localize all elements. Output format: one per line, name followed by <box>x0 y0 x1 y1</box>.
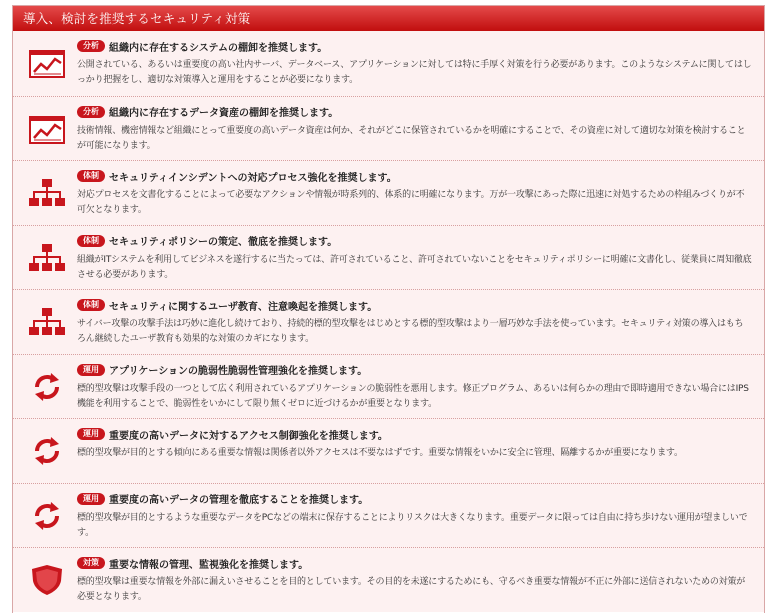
category-badge: 体制 <box>77 235 105 247</box>
measure-description: 標的型攻撃が目的とする傾向にある重要な情報は関係者以外アクセスは不要なはずです。重要な情報をいかに安全に管理、隔離するかが重要になります。 <box>77 448 683 458</box>
measure-title-row <box>77 556 752 570</box>
measure-item <box>13 354 764 419</box>
measure-title: 重要な情報の管理、監視強化を推奨します。 <box>109 559 309 571</box>
measure-title-row <box>77 39 752 53</box>
refresh-icon <box>29 500 65 532</box>
measure-description: 標的型攻撃は攻撃手段の一つとして広く利用されているアプリケーションの脆弱性を悪用します。修正プログラム、あるいは何らかの理由で即時適用できない場合にはIPS機能を利用することで、脆弱性をいかにして限り無くゼロに近づけるかが重要となります。 <box>77 383 749 409</box>
measure-item <box>13 418 764 483</box>
measure-content <box>77 298 752 347</box>
measure-content <box>77 427 752 461</box>
measure-description: 標的型攻撃は重要な情報を外部に漏えいさせることを目的としています。その目的を未遂にするためにも、守るべき重要な情報が不正に外部に送信されないための対策が必要となります。 <box>77 577 746 602</box>
measure-title: 重要度の高いデータの管理を徹底することを推奨します。 <box>109 495 369 506</box>
measure-item <box>13 160 764 225</box>
measure-item <box>13 547 764 612</box>
measure-content <box>77 105 752 154</box>
measure-title-row <box>77 169 752 183</box>
measure-description: サイバー攻撃の攻撃手法は巧妙に進化し続けており、持続的標的型攻撃をはじめとする標的型攻撃はより一層巧妙な手法を使っています。セキュリティ対策の導入はもちろん継続したユーザ教育も効果的な対策のカギになります。 <box>77 319 744 344</box>
category-badge: 分析 <box>77 40 105 52</box>
chart-icon <box>29 113 65 145</box>
measure-content <box>77 556 752 605</box>
measure-description: 技術情報、機密情報など組織にとって重要度の高いデータ資産は何か、それがどこに保管されているかを明確にすることで、その資産に対して適切な対策を検討することが可能になります。 <box>77 125 746 151</box>
measure-content <box>77 234 752 283</box>
panel-title: 導入、検討を推奨するセキュリティ対策 <box>23 11 251 26</box>
measure-title-row <box>77 492 752 506</box>
measure-content <box>77 492 752 541</box>
measure-content <box>77 169 752 218</box>
refresh-icon <box>29 435 65 467</box>
shield-icon <box>29 564 65 596</box>
measures-list <box>13 31 764 612</box>
measure-title: 組織内に存在するシステムの棚卸を推奨します。 <box>109 42 328 54</box>
measure-title-row <box>77 298 752 312</box>
category-badge: 体制 <box>77 170 105 182</box>
measure-title: アプリケーションの脆弱性脆弱性管理強化を推奨します。 <box>109 366 368 377</box>
security-measures-panel <box>12 5 765 613</box>
category-badge: 対策 <box>77 557 105 569</box>
measure-content <box>77 363 752 412</box>
measure-item <box>13 483 764 548</box>
refresh-icon <box>29 371 65 403</box>
measure-description: 公開されている、あるいは重要度の高い社内サーバ、データベース、アプリケーションに対しては特に手厚く対策を行う必要があります。このようなシステムに関してはしっかり把握をし、適切な対策導入と運用をすることが必要になります。 <box>77 60 752 85</box>
category-badge: 体制 <box>77 299 105 311</box>
measure-description: 組織がITシステムを利用してビジネスを遂行するに当たっては、許可されていること、許可されていないことをセキュリティポリシーに明確に文書化し、従業員に周知徹底させる必要があります。 <box>77 254 752 280</box>
measure-item <box>13 31 764 96</box>
org-chart-icon <box>29 242 65 274</box>
category-badge: 分析 <box>77 106 105 118</box>
measure-content <box>77 39 752 88</box>
measure-title-row <box>77 105 752 119</box>
measure-item <box>13 225 764 290</box>
measure-title: セキュリティインシデントへの対応プロセス強化を推奨します。 <box>109 172 397 184</box>
panel-header <box>13 6 764 31</box>
category-badge: 運用 <box>77 493 105 505</box>
measure-item <box>13 289 764 354</box>
category-badge: 運用 <box>77 428 105 440</box>
measure-description: 標的型攻撃が目的とするような重要なデータをPCなどの端末に保存することによりリスクは大きくなります。重要データに限っては自由に持ち歩けない運用が望ましいです。 <box>77 512 748 538</box>
org-chart-icon <box>29 306 65 338</box>
org-chart-icon <box>29 177 65 209</box>
chart-icon <box>29 47 65 79</box>
measure-title-row <box>77 363 752 377</box>
category-badge: 運用 <box>77 364 105 376</box>
measure-title: 組織内に存在するデータ資産の棚卸を推奨します。 <box>109 108 339 119</box>
measure-title: セキュリティに関するユーザ教育、注意喚起を推奨します。 <box>109 301 378 313</box>
measure-title-row <box>77 234 752 248</box>
measure-title: セキュリティポリシーの策定、徹底を推奨します。 <box>109 237 338 248</box>
measure-description: 対応プロセスを文書化することによって必要なアクションや情報が時系列的、体系的に明確になります。万が一攻撃にあった際に迅速に対処するための枠組みづくりが不可欠となります。 <box>77 190 745 215</box>
measure-title: 重要度の高いデータに対するアクセス制御強化を推奨します。 <box>109 430 388 442</box>
measure-title-row <box>77 427 752 441</box>
measure-item <box>13 96 764 161</box>
